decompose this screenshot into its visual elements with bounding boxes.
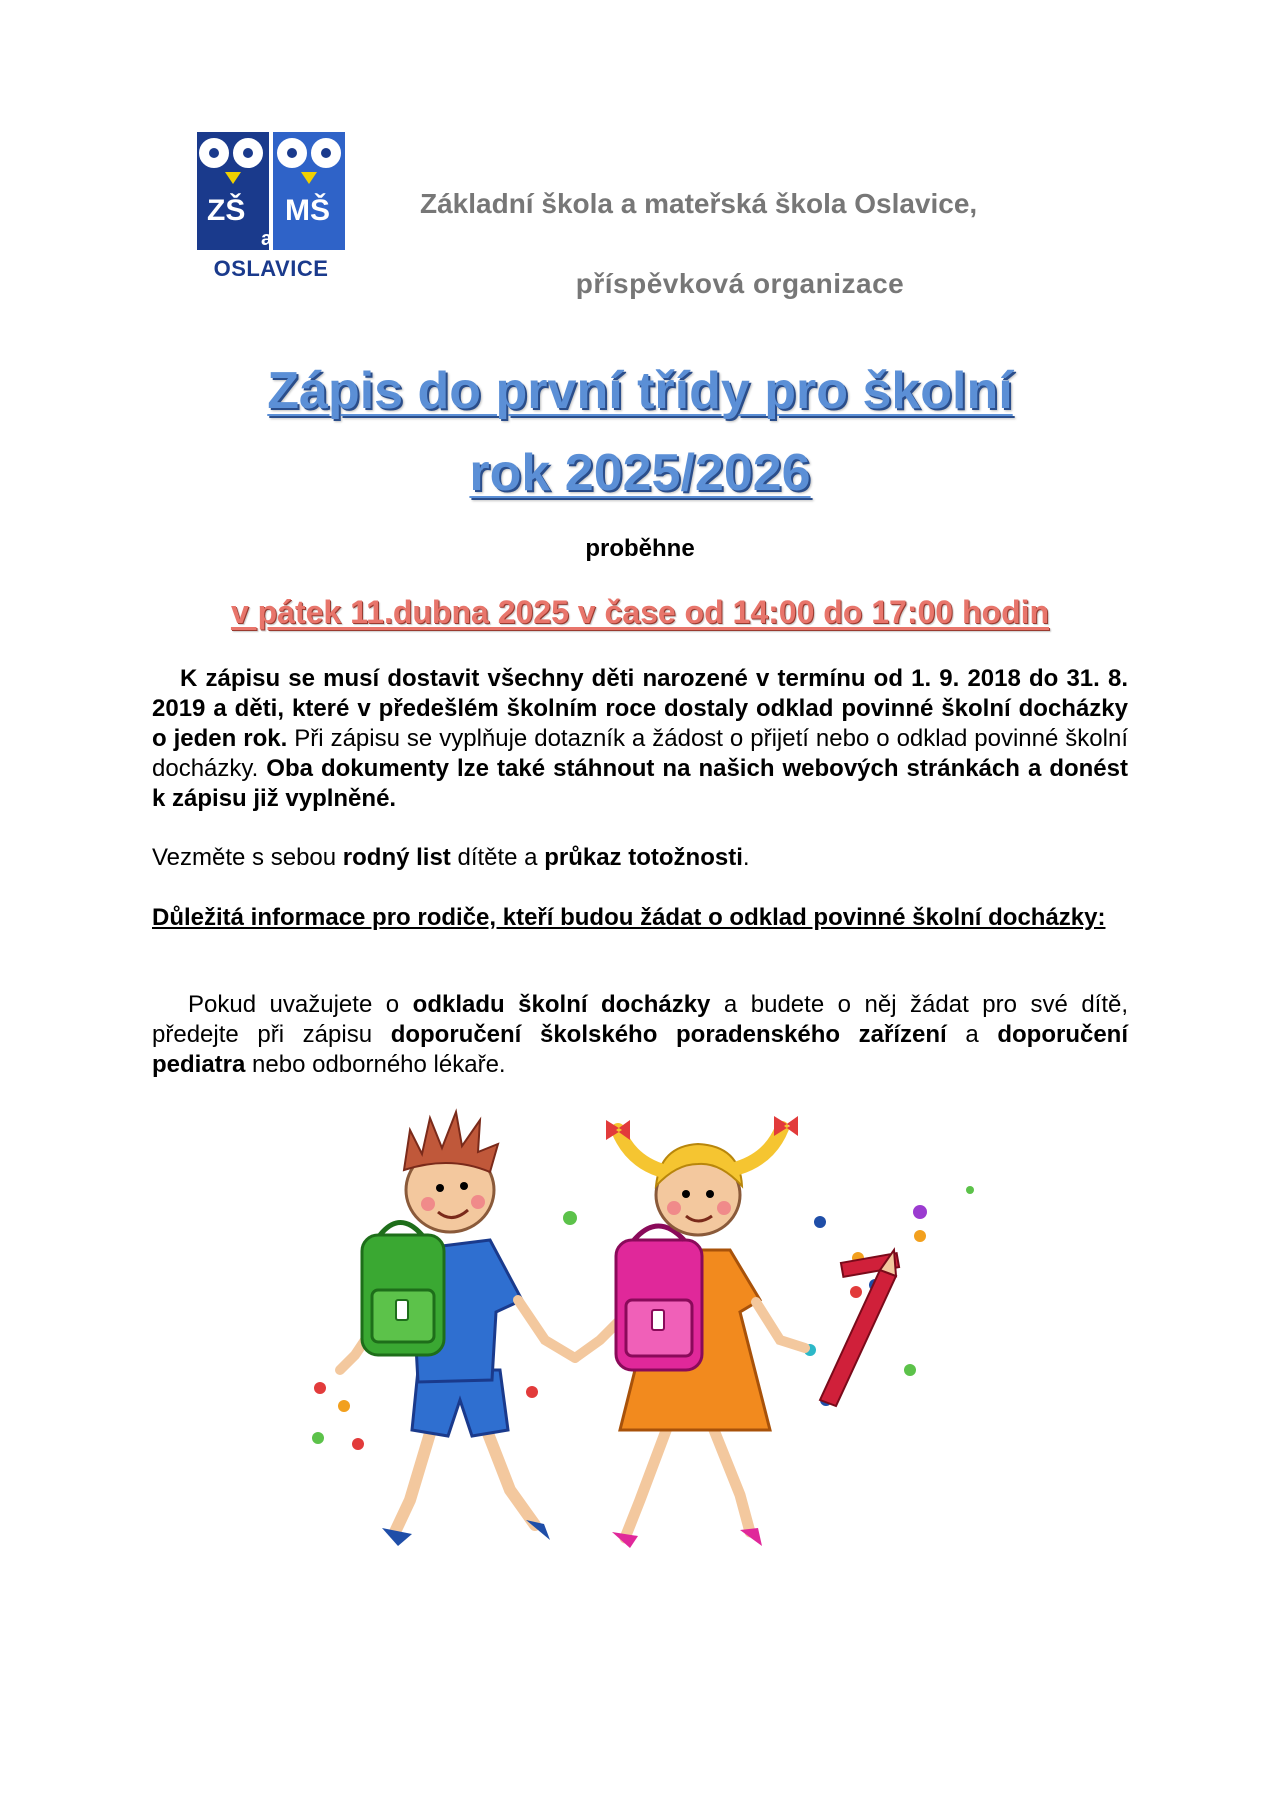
logo-ms-text: MŠ	[285, 194, 330, 227]
owl-beak-icon	[225, 172, 241, 184]
boy-figure	[340, 1112, 575, 1546]
deferral-bold-3: doporučení pediatra	[152, 1021, 1129, 1078]
logo-town-text: OSLAVICE	[213, 256, 329, 281]
deferral-text-1: Pokud uvažujete o	[188, 991, 413, 1018]
enrollment-paragraph	[152, 664, 1128, 814]
deferral-text-4: nebo odborného lékaře.	[245, 1051, 506, 1078]
deferral-bold-1: odkladu školní docházky	[412, 991, 711, 1018]
documents-text-1: Vezměte s sebou	[152, 844, 343, 871]
documents-paragraph	[152, 843, 1128, 873]
documents-text-2: dítěte a	[450, 844, 545, 871]
organization-type: příspěvková organizace	[575, 268, 905, 299]
school-logo	[197, 132, 345, 282]
documents-birth-certificate: rodný list	[342, 844, 451, 871]
page-title	[140, 350, 1140, 514]
title-line-2: rok 2025/2026	[469, 444, 811, 502]
owl-eyes-icon	[197, 138, 345, 172]
owl-beak-icon	[301, 172, 317, 184]
documents-text-3: .	[742, 844, 750, 871]
documents-id-card: průkaz totožnosti	[544, 844, 743, 871]
enrollment-bold-start: K zápisu se musí dostavit všechny děti narozené v termínu od 1. 9. 2018 do 31. 8. 2019 a děti, které v předešlém školním roce dostaly odklad povinné školní docházky o jeden rok.	[152, 665, 1128, 752]
deferral-text-2: a budete o něj žádat pro své dítě, předejte při zápisu	[152, 991, 1129, 1048]
logo-conjunction-text: a	[261, 228, 273, 250]
deferral-bold-2: doporučení školského poradenského zařízení	[390, 1021, 947, 1048]
two-school-children-icon	[300, 1100, 980, 1550]
enrollment-normal-mid: Při zápisu se vyplňuje dotazník a žádost o přijetí nebo o odklad povinné školní docházky.	[152, 725, 1128, 782]
deferral-paragraph	[152, 990, 1128, 1080]
logo-zs-text: ZŠ	[207, 194, 246, 227]
deferral-text-3: a	[946, 1021, 998, 1048]
subtitle-probehne: proběhne	[585, 535, 695, 562]
title-line-1: Zápis do první třídy pro školní	[267, 362, 1013, 420]
enrollment-bold-end: Oba dokumenty lze také stáhnout na našich webových stránkách a donést k zápisu již vyplněné.	[152, 755, 1128, 812]
important-info-heading: Důležitá informace pro rodiče, kteří budou žádat o odklad povinné školní docházky:	[152, 904, 1106, 931]
organization-name: Základní škola a mateřská škola Oslavice,	[420, 188, 978, 219]
girl-figure	[575, 1116, 805, 1548]
event-date: v pátek 11.dubna 2025 v čase od 14:00 do 17:00 hodin	[230, 594, 1050, 630]
